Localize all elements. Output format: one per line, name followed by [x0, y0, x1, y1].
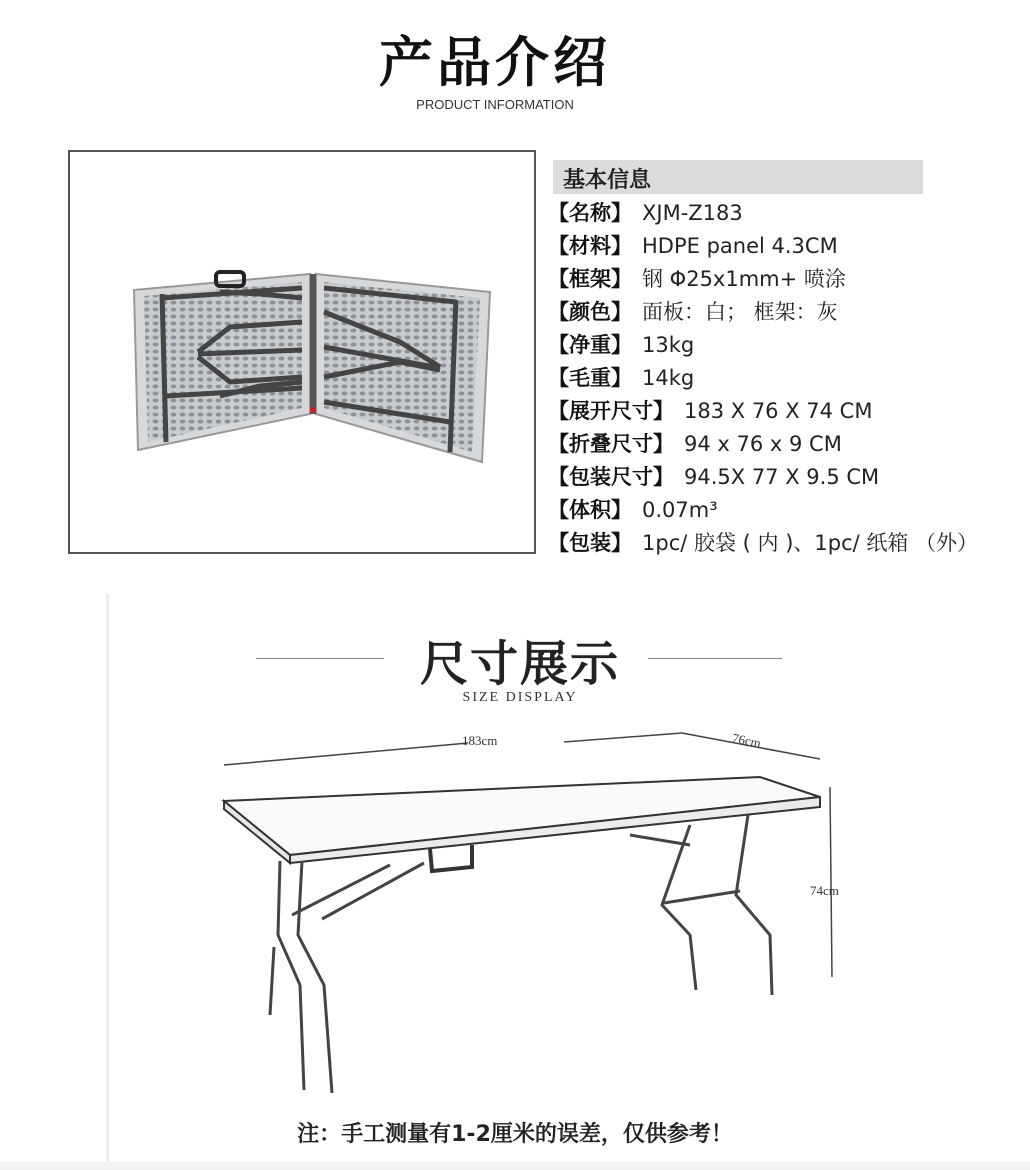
spec-label: 【颜色】	[548, 300, 632, 324]
spec-row-package-size	[548, 461, 879, 494]
spec-label: 【体积】	[548, 498, 632, 522]
spec-label: 【名称】	[548, 201, 632, 225]
spec-value: HDPE panel 4.3CM	[642, 234, 838, 258]
spec-label: 【展开尺寸】	[548, 399, 674, 423]
spec-row-packing	[548, 527, 978, 560]
spec-row-color	[548, 296, 838, 329]
spec-label: 【净重】	[548, 333, 632, 357]
spec-row-material	[548, 230, 838, 263]
spec-value: 钢 Φ25x1mm+ 喷涂	[642, 267, 846, 291]
spec-row-frame	[548, 263, 846, 296]
measurement-note: 注：手工测量有1-2厘米的误差，仅供参考！	[297, 1122, 733, 1147]
title-rule-right	[648, 658, 782, 659]
unfolded-table-image	[200, 715, 880, 1110]
spec-row-volume	[548, 494, 718, 527]
length-label: 183cm	[462, 733, 498, 748]
spec-value: 94 x 76 x 9 CM	[684, 432, 842, 456]
spec-label: 【毛重】	[548, 366, 632, 390]
spec-value: 14kg	[642, 366, 695, 390]
spec-row-name	[548, 197, 743, 230]
spec-value: 面板：白； 框架：灰	[642, 300, 838, 324]
info-section-header	[553, 160, 923, 194]
spec-label: 【包装】	[548, 531, 632, 555]
spec-value: 1pc/ 胶袋 ( 内 )、1pc/ 纸箱 （外）	[642, 531, 979, 555]
table-dimension-drawing	[200, 715, 880, 1110]
folded-table-image	[70, 152, 534, 552]
spec-value: 94.5X 77 X 9.5 CM	[684, 465, 880, 489]
spec-value: 183 X 76 X 74 CM	[684, 399, 873, 423]
product-photo	[68, 150, 536, 554]
spec-label: 【材料】	[548, 234, 632, 258]
size-display-title: 尺寸展示	[419, 636, 620, 692]
spec-value: 0.07m³	[642, 498, 718, 522]
page-title: 产品介绍	[379, 30, 611, 94]
spec-value: 13kg	[642, 333, 695, 357]
info-section-title: 基本信息	[563, 168, 652, 193]
spec-label: 【包装尺寸】	[548, 465, 674, 489]
spec-value: XJM-Z183	[642, 201, 743, 225]
spec-label: 【框架】	[548, 267, 632, 291]
page-subtitle: PRODUCT INFORMATION	[416, 97, 574, 112]
spec-row-open-size	[548, 395, 872, 428]
spec-row-gross-weight	[548, 362, 694, 395]
bottom-band	[0, 1162, 1030, 1170]
size-display-subtitle: SIZE DISPLAY	[462, 690, 578, 705]
title-rule-left	[256, 658, 384, 659]
spec-label: 【折叠尺寸】	[548, 432, 674, 456]
height-label: 74cm	[810, 883, 839, 898]
width-label: 76cm	[730, 730, 763, 751]
spec-row-net-weight	[548, 329, 694, 362]
section-divider	[106, 594, 109, 1170]
spec-row-folded-size	[548, 428, 842, 461]
